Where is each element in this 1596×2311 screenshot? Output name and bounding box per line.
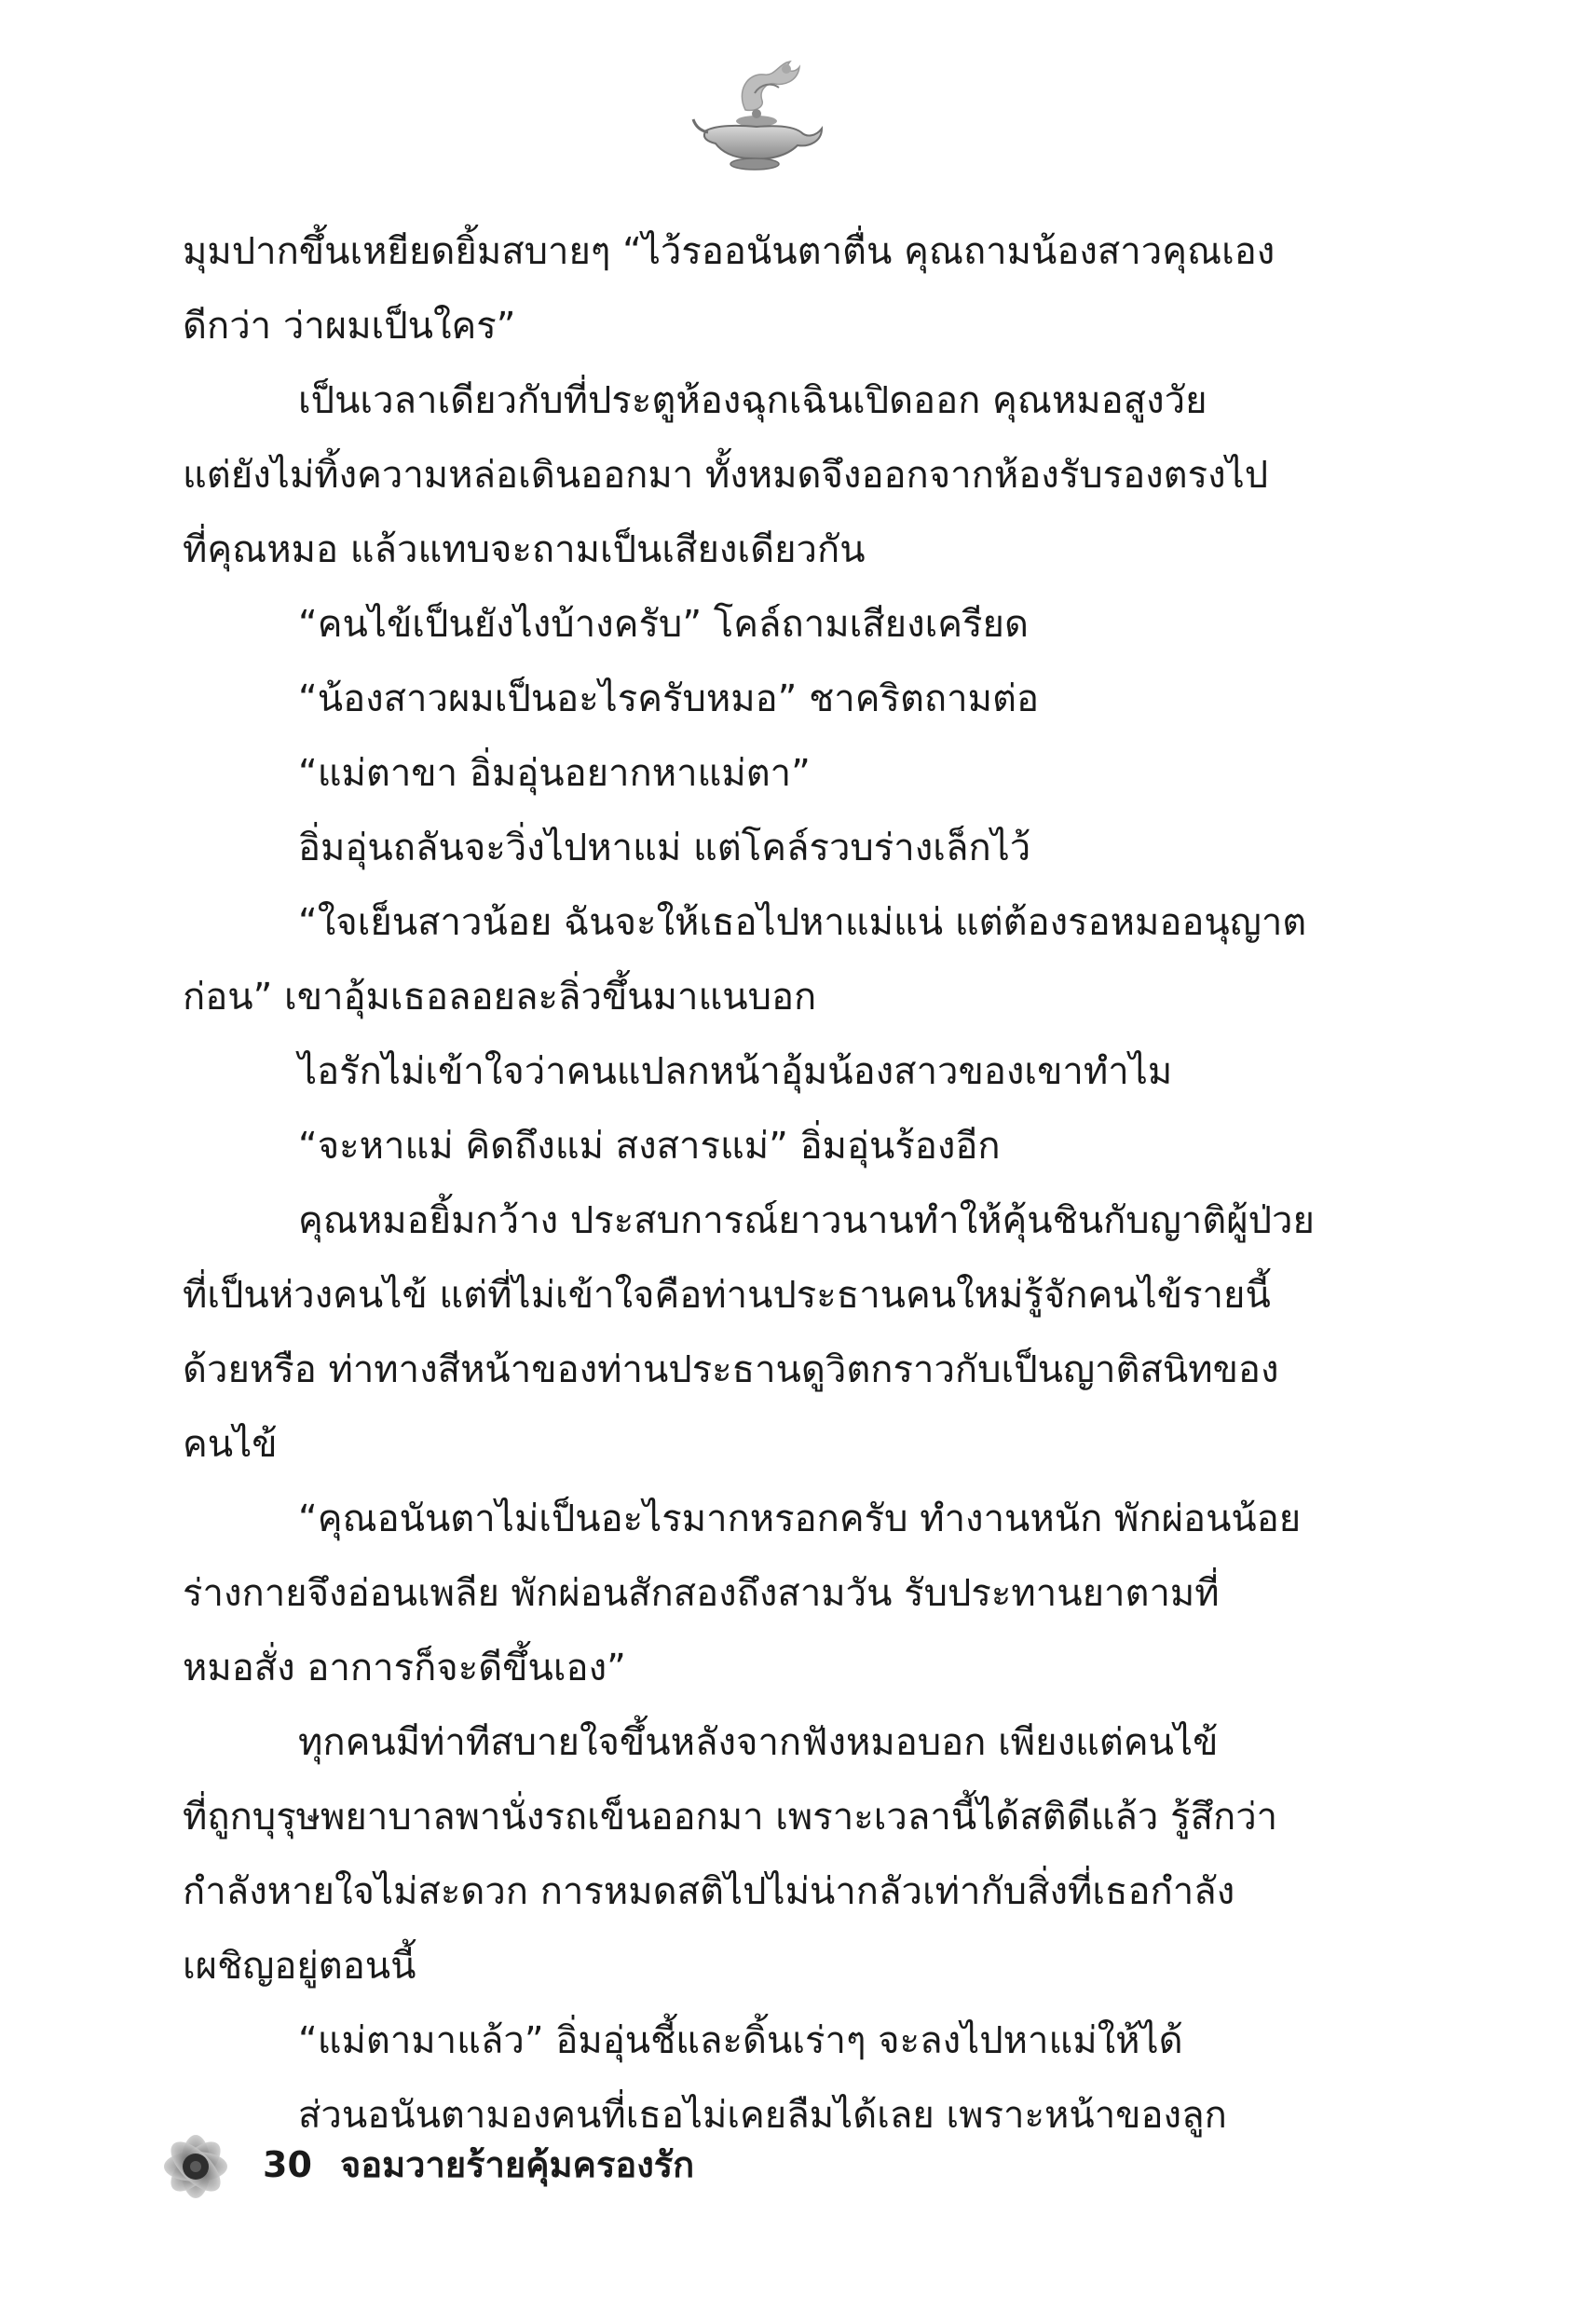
text-line: “น้องสาวผมเป็นอะไรครับหมอ” ชาคริตถามต่อ [298,677,1039,720]
text-line: หมอสั่ง อาการก็จะดีขึ้นเอง” [183,1647,626,1689]
text-line: “ใจเย็นสาวน้อย ฉันจะให้เธอไปหาแม่แน่ แต่ต้องรอหมออนุญาต [298,901,1307,944]
text-line: ที่ถูกบุรุษพยาบาลพานั่งรถเข็นออกมา เพราะเวลานี้ได้สติดีแล้ว รู้สึกว่า [183,1796,1278,1839]
text-line: คนไข้ [183,1423,278,1466]
lamp-ornament-icon [689,54,829,175]
text-line: “แม่ตาขา อิ่มอุ่นอยากหาแม่ตา” [298,752,811,795]
text-line: คุณหมอยิ้มกว้าง ประสบการณ์ยาวนานทำให้คุ้นชินกับญาติผู้ป่วย [298,1199,1315,1242]
text-line: “คนไข้เป็นยังไงบ้างครับ” โคล์ถามเสียงเครียด [298,603,1029,646]
page-footer [149,2125,988,2208]
flower-ornament-icon [149,2125,242,2208]
text-line: ดีกว่า ว่าผมเป็นใคร” [183,305,516,348]
text-line: กำลังหายใจไม่สะดวก การหมดสติไปไม่น่ากลัวเท่ากับสิ่งที่เธอกำลัง [183,1870,1235,1913]
text-line: ร่างกายจึงอ่อนเพลีย พักผ่อนสักสองถึงสามวัน รับประทานยาตามที่ [183,1572,1220,1615]
text-line: เป็นเวลาเดียวกับที่ประตูห้องฉุกเฉินเปิดออก คุณหมอสูงวัย [298,379,1207,422]
text-line: ส่วนอนันตามองคนที่เธอไม่เคยลืมได้เลย เพราะหน้าของลูก [298,2094,1227,2137]
text-line: “จะหาแม่ คิดถึงแม่ สงสารแม่” อิ่มอุ่นร้องอีก [298,1125,1001,1168]
page-number: 30 [263,2144,312,2185]
text-line: ไอรักไม่เข้าใจว่าคนแปลกหน้าอุ้มน้องสาวของเขาทำไม [298,1050,1173,1093]
text-line: ด้วยหรือ ท่าทางสีหน้าของท่านประธานดูวิตกราวกับเป็นญาติสนิทของ [183,1348,1279,1391]
text-line: ที่คุณหมอ แล้วแทบจะถามเป็นเสียงเดียวกัน [183,528,866,571]
text-line: เผชิญอยู่ตอนนี้ [183,1945,416,1988]
text-line: มุมปากขึ้นเหยียดยิ้มสบายๆ “ไว้รออนันตาตื่น คุณถามน้องสาวคุณเอง [183,230,1275,273]
text-line: ทุกคนมีท่าทีสบายใจขึ้นหลังจากฟังหมอบอก เพียงแต่คนไข้ [298,1721,1219,1764]
book-title: จอมวายร้ายคุ้มครองรัก [340,2144,695,2185]
text-line: “คุณอนันตาไม่เป็นอะไรมากหรอกครับ ทำงานหนัก พักผ่อนน้อย [298,1497,1302,1540]
text-line: อิ่มอุ่นถลันจะวิ่งไปหาแม่ แต่โคล์รวบร่างเล็กไว้ [298,827,1031,869]
text-line: “แม่ตามาแล้ว” อิ่มอุ่นชี้และดิ้นเร่าๆ จะลงไปหาแม่ให้ได้ [298,2019,1183,2062]
body-text [183,214,1327,2153]
text-line: ก่อน” เขาอุ้มเธอลอยละลิ่วขึ้นมาแนบอก [183,976,817,1019]
text-line: ที่เป็นห่วงคนไข้ แต่ที่ไม่เข้าใจคือท่านประธานคนใหม่รู้จักคนไข้รายนี้ [183,1274,1271,1317]
text-line: แต่ยังไม่ทิ้งความหล่อเดินออกมา ทั้งหมดจึงออกจากห้องรับรองตรงไป [183,454,1269,497]
